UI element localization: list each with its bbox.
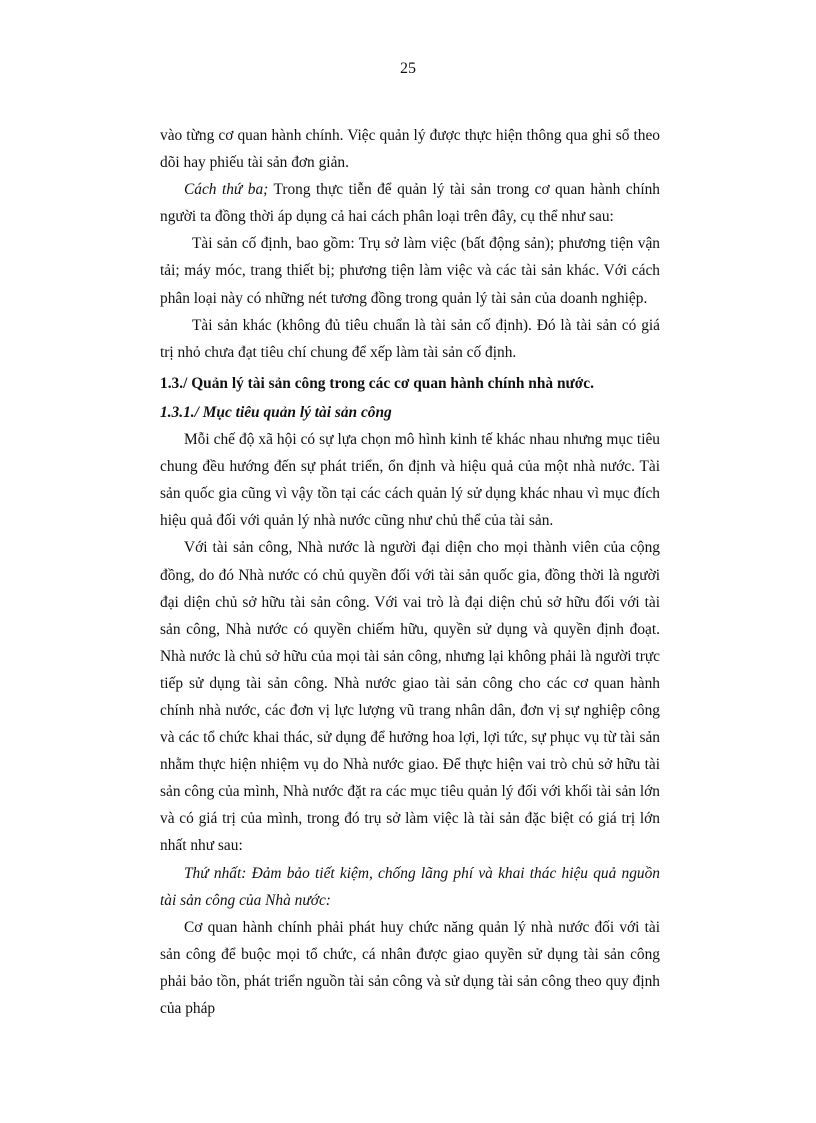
page-number: 25	[400, 60, 416, 77]
paragraph-5: Mỗi chế độ xã hội có sự lựa chọn mô hình kinh tế khác nhau nhưng mục tiêu chung đều hướng đến sự phát triển, ổn định và hiệu quả của một nhà nước. Tài sản quốc gia cũng vì vậy tồn tại các cách quản lý sử dụng khác nhau vì mục đích hiệu quả đối với quản lý nhà nước cũng như chủ thể của tài sản.	[160, 431, 660, 530]
paragraph-3: Tài sản cố định, bao gồm: Trụ sở làm việc (bất động sản); phương tiện vận tải; máy móc, trang thiết bị; phương tiện làm việc và các tài sản khác. Với cách phân loại này có những nét tương đồng trong quản lý tài sản của doanh nghiệp.	[160, 235, 660, 307]
paragraph-2-lead: Cách thứ ba;	[184, 181, 269, 199]
section-heading-1-3: 1.3./ Quản lý tài sản công trong các cơ quan hành chính nhà nước.	[160, 374, 594, 392]
paragraph-8: Cơ quan hành chính phải phát huy chức năng quản lý nhà nước đối với tài sản công để buộc mọi tổ chức, cá nhân được giao quyền sử dụng tài sản công phải bảo tồn, phát triển nguồn tài sản công và sử dụng tài sản công theo quy định của pháp	[160, 918, 660, 1017]
document-body	[160, 122, 660, 1022]
paragraph-4: Tài sản khác (không đủ tiêu chuẩn là tài sản cố định). Đó là tài sản có giá trị nhỏ chưa đạt tiêu chí chung để xếp làm tài sản cố định.	[160, 316, 660, 361]
paragraph-6: Với tài sản công, Nhà nước là người đại diện cho mọi thành viên của cộng đồng, do đó Nhà nước có chủ quyền đối với tài sản quốc gia, đồng thời là người đại diện chủ sở hữu tài sản công. Với vai trò là đại diện chủ sở hữu đối với tài sản công, Nhà nước có quyền chiếm hữu, quyền sử dụng và quyền định đoạt. Nhà nước là chủ sở hữu của mọi tài sản công, nhưng lại không phải là người trực tiếp sử dụng tài sản công. Nhà nước giao tài sản công cho các cơ quan hành chính nhà nước, các đơn vị lực lượng vũ trang nhân dân, đơn vị sự nghiệp công và các tổ chức khai thác, sử dụng để hưởng hoa lợi, lợi tức, sự phục vụ từ tài sản nhằm thực hiện nhiệm vụ do Nhà nước giao. Để thực hiện vai trò chủ sở hữu tài sản công của mình, Nhà nước đặt ra các mục tiêu quản lý đối với khối tài sản lớn và có giá trị của mình, trong đó trụ sở làm việc là tài sản đặc biệt có giá trị lớn nhất như sau:	[160, 539, 660, 855]
paragraph-2-rest: Trong thực tiễn để quản lý tài sản trong cơ quan hành chính người ta đồng thời áp dụng cả hai cách phân loại trên đây, cụ thể như sau:	[160, 181, 660, 226]
paragraph-7: Thứ nhất: Đảm bảo tiết kiệm, chống lãng phí và khai thác hiệu quả nguồn tài sản công của Nhà nước:	[160, 864, 660, 909]
section-heading-1-3-1: 1.3.1./ Mục tiêu quản lý tài sản công	[160, 403, 392, 421]
paragraph-1: vào từng cơ quan hành chính. Việc quản lý được thực hiện thông qua ghi sổ theo dõi hay phiếu tài sản đơn giản.	[160, 127, 660, 172]
paragraph-2	[160, 176, 660, 230]
